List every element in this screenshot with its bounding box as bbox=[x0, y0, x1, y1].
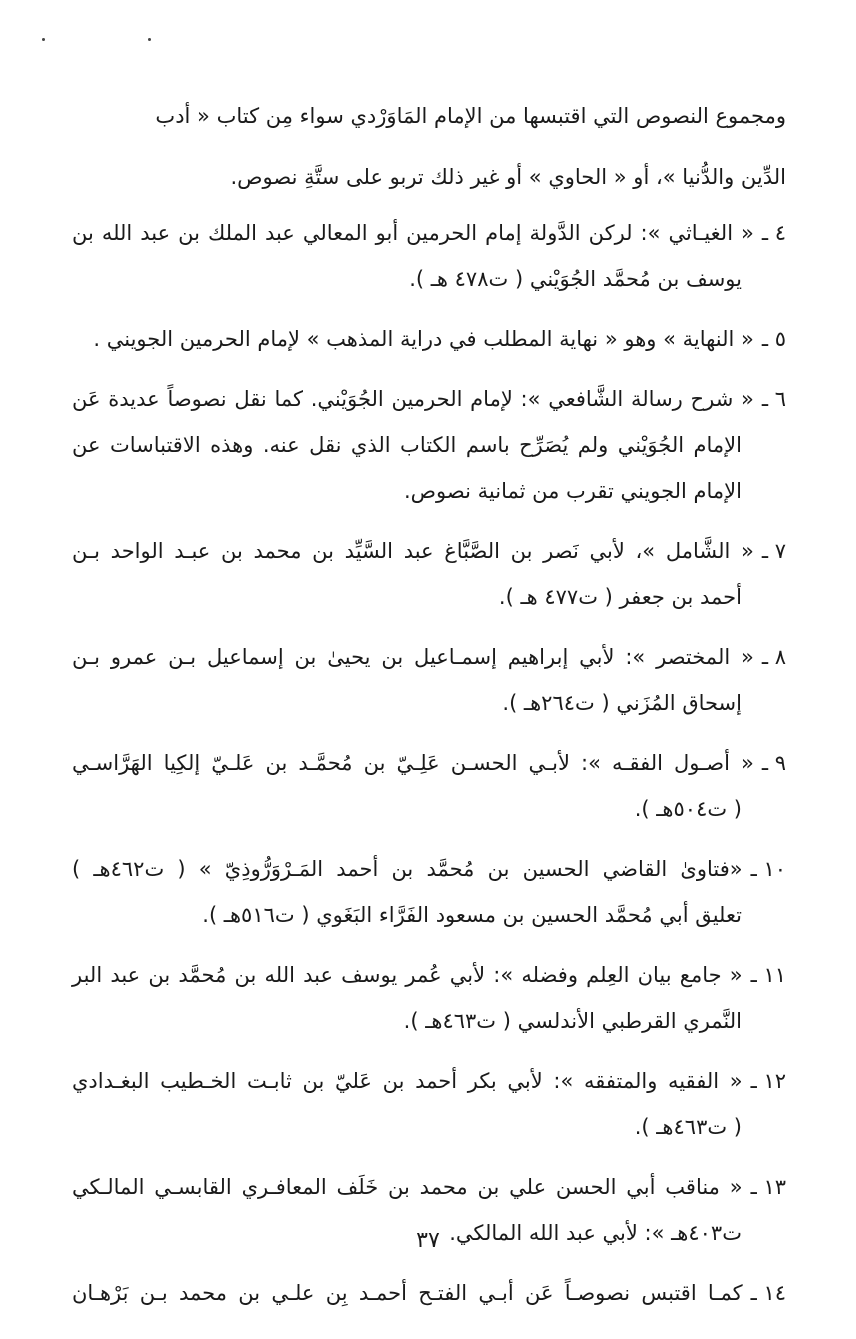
item-number: ١٠ ـ bbox=[750, 857, 786, 881]
item-number: ٩ ـ bbox=[761, 751, 786, 775]
list-item bbox=[72, 740, 786, 832]
item-text: ( ت٥٠٤هـ ). bbox=[634, 797, 742, 821]
item-number: ٤ ـ bbox=[761, 221, 786, 245]
item-number: ١١ ـ bbox=[750, 963, 786, 987]
page-number: ٣٧ bbox=[416, 1228, 440, 1253]
item-number: ٥ ـ bbox=[761, 327, 786, 351]
item-text: كمـا اقتبس نصوصـاً عَن أبـي الفتـح أحمـد بِن علـي بن محمد بـن بَرْهـان bbox=[72, 1281, 743, 1305]
item-text: أحمد بن جعفر ( ت٤٧٧ هـ ). bbox=[498, 585, 742, 609]
item-text: « الشَّامل »، لأبي نَصر بن الصَّبَّاغ عبد السَّيِّد بن محمد بن عبـد الواحد بـن bbox=[72, 539, 754, 563]
item-text: « النهاية » وهو « نهاية المطلب في دراية المذهب » لإمام الحرمين الجويني . bbox=[93, 327, 754, 351]
list-item bbox=[72, 1058, 786, 1150]
item-number: ١٤ ـ bbox=[750, 1281, 786, 1305]
item-text: « شرح رسالة الشَّافعي »: لإمام الحرمين الجُوَيْني. كما نقل نصوصاً عديدة عَن bbox=[72, 387, 754, 411]
item-text: « المختصر »: لأبي إبراهيم إسمـاعيل بن يحيىٰ بن إسماعيل بـن عمرو بـن bbox=[72, 645, 754, 669]
item-text: ( ت٤٦٣هـ ). bbox=[634, 1115, 742, 1139]
item-text: الإمام الجُوَيْني ولم يُصَرِّح باسم الكتاب الذي نقل عنه. وهذه الاقتباسات عن bbox=[72, 433, 742, 457]
list-item bbox=[72, 528, 786, 620]
item-text: « الغيـاثي »: لركن الدَّولة إمام الحرمين أبو المعالي عبد الملك بن عبد الله بن bbox=[72, 221, 754, 245]
list-item bbox=[72, 316, 786, 362]
item-text: إسحاق المُزَني ( ت٢٦٤هـ ). bbox=[502, 691, 742, 715]
item-text: « أصـول الفقـه »: لأبـي الحسـن عَلِـيّ بن مُحمَّـد بن عَلـيّ إلكِيا الهَرَّاسـي bbox=[72, 751, 754, 775]
list-item bbox=[72, 952, 786, 1044]
list-item bbox=[72, 634, 786, 726]
list-item bbox=[72, 1270, 786, 1316]
intro-line: الدِّين والدُّنيا »، أو « الحاوي » أو غير ذلك تربو على ستَّةِ نصوص. bbox=[230, 165, 786, 189]
item-number: ٧ ـ bbox=[761, 539, 786, 563]
item-number: ٨ ـ bbox=[761, 645, 786, 669]
item-number: ١٣ ـ bbox=[750, 1175, 786, 1199]
item-number: ٦ ـ bbox=[761, 387, 786, 411]
intro-line: ومجموع النصوص التي اقتبسها من الإمام المَاوَرْدي سواء مِن كتاب « أدب bbox=[155, 104, 786, 128]
scan-speck bbox=[148, 38, 151, 41]
item-text: يوسف بن مُحمَّد الجُوَيْني ( ت٤٧٨ هـ ). bbox=[409, 267, 742, 291]
item-text: « جامع بيان العِلم وفضله »: لأبي عُمر يوسف عبد الله بن مُحمَّد بن عبد البر bbox=[72, 963, 743, 987]
item-text: النَّمري القرطبي الأندلسي ( ت٤٦٣هـ ). bbox=[403, 1009, 742, 1033]
intro-paragraph bbox=[72, 86, 786, 208]
scan-speck bbox=[42, 38, 45, 41]
list-item bbox=[72, 376, 786, 514]
item-text: ت٤٠٣هـ »: لأبي عبد الله المالكي. bbox=[449, 1221, 742, 1245]
item-text: الإمام الجويني تقرب من ثمانية نصوص. bbox=[403, 479, 742, 503]
item-text: تعليق أبي مُحمَّد الحسين بن مسعود الفَرَّاء البَغَوي ( ت٥١٦هـ ). bbox=[202, 903, 742, 927]
item-text: « الفقيه والمتفقه »: لأبي بكر أحمد بن عَليّ بن ثابـت الخـطيب البغـدادي bbox=[72, 1069, 743, 1093]
item-text: « مناقب أبي الحسن علي بن محمد بن خَلَف المعافـري القابسـي المالـكي bbox=[72, 1175, 743, 1199]
item-text: «فتاوىٰ القاضي الحسين بن مُحمَّد بن أحمد المَـرْوَرُّوذِيّ » ( ت٤٦٢هـ ) bbox=[72, 857, 743, 881]
item-number: ١٢ ـ bbox=[750, 1069, 786, 1093]
list-item bbox=[72, 846, 786, 938]
list-item bbox=[72, 210, 786, 302]
